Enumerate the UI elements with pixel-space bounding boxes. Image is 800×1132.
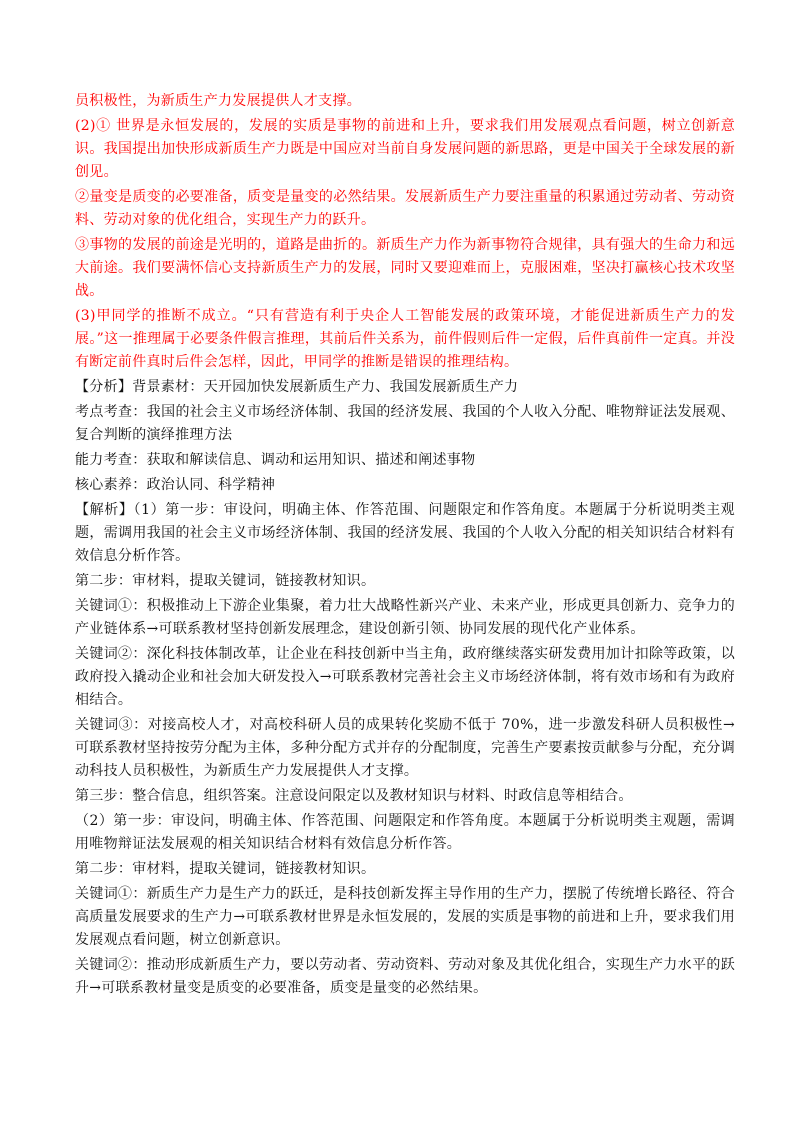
- analysis-section: [75, 376, 735, 1000]
- analysis-paragraph: 考点考查：我国的社会主义市场经济体制、我国的经济发展、我国的个人收入分配、唯物辩证法发展观、复合判断的演绎推理方法: [75, 404, 735, 443]
- answer-paragraph: (3)甲同学的推断不成立。“只有营造有利于央企人工智能发展的政策环境，才能促进新质生产力的发展。”这一推理属于必要条件假言推理，其前后件关系为，前件假则后件一定假，后件真前件一定真。并没有断定前件真时后件会怎样，因此，甲同学的推断是错误的推理结构。: [75, 308, 735, 370]
- answer-paragraph: ③事物的发展的前途是光明的，道路是曲折的。新质生产力作为新事物符合规律，具有强大的生命力和远大前途。我们要满怀信心支持新质生产力的发展，同时又要迎难而上，克服困难，坚决打赢核心技术攻坚战。: [75, 237, 735, 299]
- analysis-paragraph: 关键词②：深化科技体制改革，让企业在科技创新中当主角，政府继续落实研发费用加计扣除等政策，以政府投入撬动企业和社会加大研发投入→可联系教材完善社会主义市场经济体制，将有效市场和有为政府相结合。: [75, 646, 735, 708]
- analysis-paragraph: 关键词②：推动形成新质生产力，要以劳动者、劳动资料、劳动对象及其优化组合，实现生产力水平的跃升→可联系教材量变是质变的必要准备，质变是量变的必然结果。: [75, 957, 735, 996]
- answer-paragraph: (2)① 世界是永恒发展的，发展的实质是事物的前进和上升，要求我们用发展观点看问题，树立创新意识。我国提出加快形成新质生产力既是中国应对当前自身发展问题的新思路，更是中国关于全球发展的新创见。: [75, 118, 735, 180]
- analysis-paragraph: 关键词①：积极推动上下游企业集聚，着力壮大战略性新兴产业、未来产业，形成更具创新力、竞争力的产业链体系→可联系教材坚持创新发展理念，建设创新引领、协同发展的现代化产业体系。: [75, 598, 735, 637]
- analysis-paragraph: 关键词①：新质生产力是生产力的跃迁，是科技创新发挥主导作用的生产力，摆脱了传统增长路径、符合高质量发展要求的生产力→可联系教材世界是永恒发展的，发展的实质是事物的前进和上升，要求我们用发展观点看问题，树立创新意识。: [75, 886, 735, 948]
- analysis-paragraph: 核心素养：政治认同、科学精神: [75, 477, 276, 493]
- analysis-paragraph: 【解析】（1）第一步：审设问，明确主体、作答范围、问题限定和作答角度。本题属于分析说明类主观题，需调用我国的社会主义市场经济体制、我国的经济发展、我国的个人收入分配的相关知识结合材料有效信息分析作答。: [75, 502, 735, 564]
- answer-paragraph: ②量变是质变的必要准备，质变是量变的必然结果。发展新质生产力要注重量的积累通过劳动者、劳动资料、劳动对象的优化组合，实现生产力的跃升。: [75, 189, 735, 228]
- analysis-paragraph: 第二步：审材料，提取关键词，链接教材知识。: [75, 861, 376, 877]
- answer-section: [75, 90, 735, 374]
- analysis-paragraph: 第三步：整合信息，组织答案。注意设问限定以及教材知识与材料、时政信息等相结合。: [75, 788, 633, 804]
- analysis-paragraph: 能力考查：获取和解读信息、调动和运用知识、描述和阐述事物: [75, 452, 476, 468]
- analysis-paragraph: 第二步：审材料，提取关键词，链接教材知识。: [75, 573, 376, 589]
- analysis-paragraph: 【分析】背景素材：天开园加快发展新质生产力、我国发展新质生产力: [75, 379, 519, 395]
- analysis-paragraph: （2）第一步：审设问，明确主体、作答范围、问题限定和作答角度。本题属于分析说明类主观题，需调用唯物辩证法发展观的相关知识结合材料有效信息分析作答。: [75, 813, 735, 852]
- analysis-paragraph: 关键词③：对接高校人才，对高校科研人员的成果转化奖励不低于 70%，进一步激发科研人员积极性→可联系教材坚持按劳分配为主体，多种分配方式并存的分配制度，完善生产要素按贡献参与分配，充分调动科技人员积极性，为新质生产力发展提供人才支撑。: [75, 717, 735, 779]
- document-page: [75, 90, 735, 1002]
- answer-paragraph: 员积极性，为新质生产力发展提供人才支撑。: [75, 93, 361, 109]
